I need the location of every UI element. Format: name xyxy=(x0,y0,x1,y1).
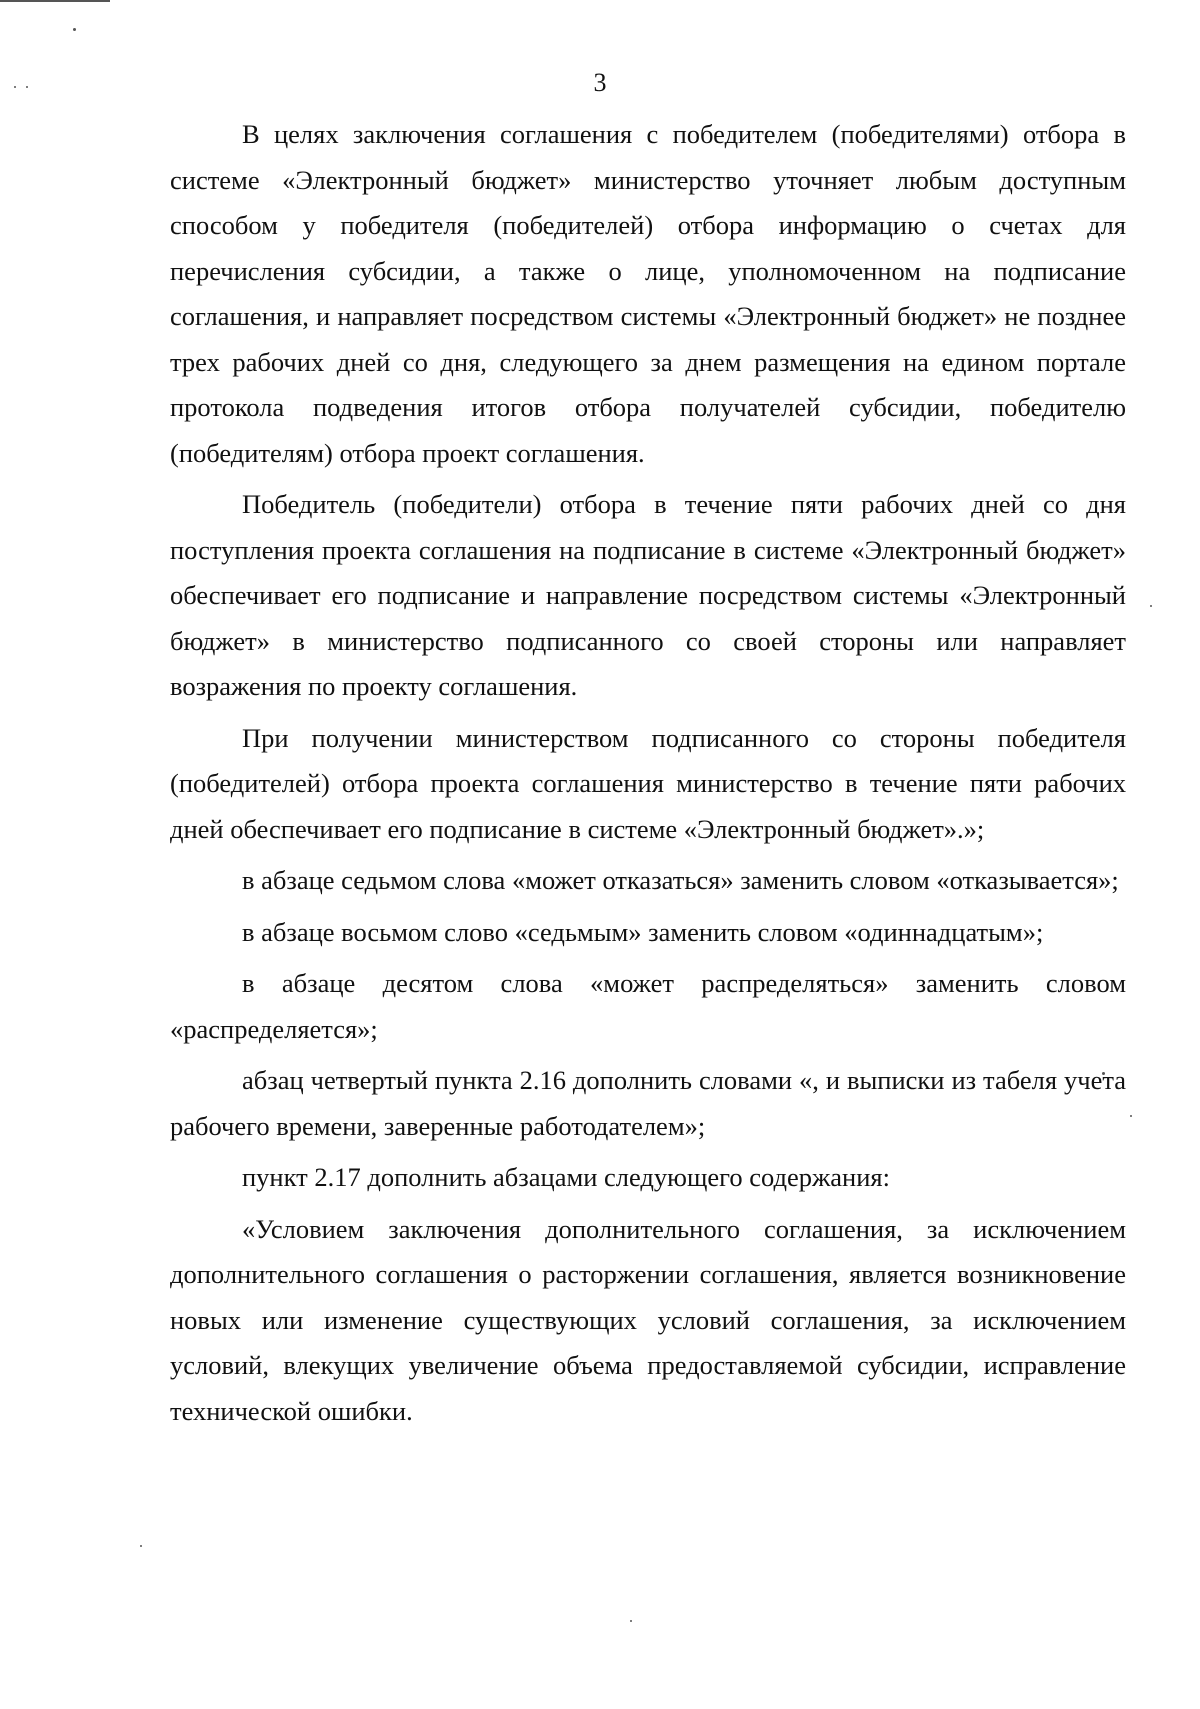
paragraph: «Условием заключения дополнительного соглашения, за исключением дополнительного соглашения о расторжении соглашения, является возникновение новых или изменение существующих условий соглашения, за исключением условий, влекущих увеличение объема предоставляемой субсидии, исправление технической ошибки. xyxy=(170,1213,1126,1426)
page-number: 3 xyxy=(593,68,607,97)
paragraph: в абзаце восьмом слово «седьмым» заменить словом «одиннадцатым»; xyxy=(242,916,1044,947)
scan-speck xyxy=(1150,605,1152,607)
paragraph: в абзаце седьмом слова «может отказаться» заменить словом «отказывается»; xyxy=(242,865,1119,895)
document-body xyxy=(170,112,1126,1440)
paragraph: Победитель (победители) отбора в течение пяти рабочих дней со дня поступления проекта соглашения на подписание в системе «Электронный бюджет» обеспечивает его подписание и направление посредством системы «Электронный бюджет» в министерство подписанного со своей стороны или направляет возражения по проекту соглашения. xyxy=(170,489,1126,701)
paragraph: При получении министерством подписанного со стороны победителя (победителей) отбора проекта соглашения министерство в течение пяти рабочих дней обеспечивает его подписание в системе «Электронный бюджет».»; xyxy=(170,722,1126,844)
paragraph: В целях заключения соглашения с победителем (победителями) отбора в системе «Электронный бюджет» министерство уточняет любым доступным способом у победителя (победителей) отбора информацию о счетах для перечисления субсидии, а также о лице, уполномоченном на подписание соглашения, и направляет посредством системы «Электронный бюджет» не позднее трех рабочих дней со дня, следующего за днем размещения на едином портале протокола подведения итогов отбора получателей субсидии, победителю (победителям) отбора проект соглашения. xyxy=(170,119,1126,468)
scan-top-rule xyxy=(0,0,110,2)
scan-speck xyxy=(73,28,76,31)
scan-speck xyxy=(630,1620,632,1622)
paragraph: абзац четвертый пункта 2.16 дополнить словами «, и выписки из табеля учета рабочего времени, заверенные работодателем»; xyxy=(170,1065,1126,1141)
scan-speck xyxy=(1130,1115,1132,1117)
paragraph: в абзаце десятом слова «может распределяться» заменить словом «распределяется»; xyxy=(170,968,1126,1044)
paragraph: пункт 2.17 дополнить абзацами следующего содержания: xyxy=(242,1162,890,1192)
scan-speck xyxy=(140,1545,142,1547)
